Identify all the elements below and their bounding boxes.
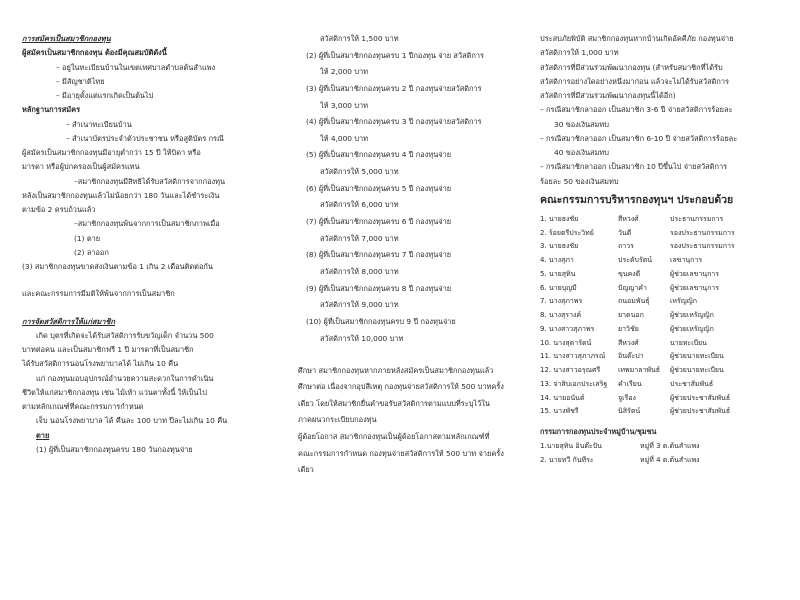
column-left xyxy=(22,34,284,459)
column-middle xyxy=(298,34,526,482)
member-surname: ถนอมพันธุ์ xyxy=(618,297,650,306)
member-role: รองประธานกรรมการ xyxy=(670,242,735,251)
text-line: – กรณีสมาชิกลาออก เป็นสมาชิก 10 ปีขึ้นไป จ่ายสวัสดิการ xyxy=(540,162,728,172)
committee-table xyxy=(540,215,784,421)
text-line: การสมัครเป็นสมาชิกกองทุน xyxy=(22,34,111,43)
member-name: 9. นางสาวสุภาพร xyxy=(540,324,595,333)
committee-member-row xyxy=(540,256,784,270)
text-line: ศึกษา สมาชิกกองทุนหากภายหลังสมัครเป็นสมาชิกกองทุนแล้ว xyxy=(298,365,494,375)
member-role: รองประธานกรรมการ xyxy=(670,228,735,237)
text-line: (2) ผู้ที่เป็นสมาชิกกองทุนครบ 1 ปีกองทุน จ่าย สวัสดิการ xyxy=(306,50,484,60)
text-line: หลักฐานการสมัคร xyxy=(22,105,81,115)
text-line: เดียว xyxy=(298,465,314,475)
text-line: ให้ 4,000 บาท xyxy=(320,133,369,143)
member-role: ผู้ช่วยนายทะเบียน xyxy=(670,352,724,361)
text-line: เดียว โดยให้สมาชิกยื่นคำขอรับสวัสดิการตามแบบที่ระบุไว้ใน xyxy=(298,398,490,408)
text-line: 30 ของเงินสมทบ xyxy=(554,119,609,129)
member-name: 7. นางสุภาพร xyxy=(540,297,583,306)
village-member-row xyxy=(540,456,784,470)
member-role: ผู้ช่วยเหรัญญิก xyxy=(670,324,714,333)
text-line: หลังเป็นสมาชิกกองทุนแล้วไม่น้อยกว่า 180 วันและได้ชำระเงิน xyxy=(22,190,220,200)
text-line: (7) ผู้ที่เป็นสมาชิกกองทุนครบ 6 ปี กองทุนจ่าย xyxy=(306,217,452,227)
text-line: สวัสดิการให้ 10,000 บาท xyxy=(320,333,404,343)
member-surname: วันดี xyxy=(618,228,632,237)
village-committee-table xyxy=(540,442,784,470)
member-role: ผู้ช่วยนายทะเบียน xyxy=(670,366,724,375)
member-role: เหรัญญิก xyxy=(670,297,697,306)
text-line: สวัสดิการให้ 9,000 บาท xyxy=(320,300,399,310)
member-name: 10. นางสุดารัตน์ xyxy=(540,338,592,347)
text-line: – อยู่ในทะเบียนบ้านในเขตเทศบาลตำบลต้นสำแพง xyxy=(56,62,216,72)
member-surname: ยาดนอก xyxy=(618,311,644,320)
text-line: สวัสดิการให้ 1,500 บาท xyxy=(320,34,399,43)
text-line: มารดา หรือผู้ปกครองเป็นผู้สมัครแทน xyxy=(22,162,140,172)
member-name: 13. จ่าสิบเอกประเสริฐ xyxy=(540,379,608,388)
text-line: คณะกรรมการกำหนด กองทุนจ่ายสวัสดิการให้ 500 บาท จ่ายครั้ง xyxy=(298,448,504,458)
disaster-welfare-section xyxy=(540,34,784,186)
member-role: ผู้ช่วยประชาสัมพันธ์ xyxy=(670,407,731,416)
text-line: ผู้สมัครเป็นสมาชิกกองทุน ต้องมีคุณสมบัติดังนี้ xyxy=(22,48,167,58)
text-line: แก่ กองทุนมอบอุปกรณ์อำนวยความสะดวกในการดำเนิน xyxy=(36,373,214,383)
committee-member-row xyxy=(540,380,784,394)
text-line: เจ็บ นอนโรงพยาบาล ได้ คืนละ 100 บาท ปีละไม่เกิน 10 คืน xyxy=(36,416,228,426)
committee-member-row xyxy=(540,297,784,311)
text-line: ได้รับสวัสดิการนอนโรงพยาบาลได้ ไม่เกิน 10 คืน xyxy=(22,359,179,369)
member-name: 12. นางสาวอรุณศรี xyxy=(540,366,601,375)
member-role: นายทะเบียน xyxy=(670,338,707,347)
text-line: – มีสัญชาติไทย xyxy=(56,76,105,86)
text-line: (1) ตาย xyxy=(74,233,101,243)
text-line: สวัสดิการอย่างใดอย่างหนึ่งมาก่อน แล้วจะไม่ได้รับสวัสดิการ xyxy=(540,76,729,86)
village-member-detail: หมู่ที่ 3 ต.ต้นสำแพง xyxy=(640,442,700,451)
village-member-detail: หมู่ที่ 4 ต.ต้นสำแพง xyxy=(640,455,700,464)
member-name: 14. นายอนันต์ xyxy=(540,393,585,402)
text-line: และคณะกรรมการมีมติให้พ้นจากการเป็นสมาชิก xyxy=(22,289,175,299)
member-surname: นิสิรัตน์ xyxy=(618,407,641,416)
committee-member-row xyxy=(540,229,784,243)
member-name: 4. นางสุภา xyxy=(540,256,574,265)
village-member-row xyxy=(540,442,784,456)
text-line: ภาคผนวกระเบียบกองทุน xyxy=(298,415,377,425)
text-line: สวัสดิการให้ 7,000 บาท xyxy=(320,233,399,243)
member-name: 3. นายธงชัย xyxy=(540,242,579,251)
text-line: เกิด บุตรที่เกิดจะได้รับสวัสดิการรับขวัญเด็ก จำนวน 500 xyxy=(36,330,214,340)
village-member-name: 2. นายทวี กันทีระ xyxy=(540,455,594,464)
member-surname: เทพมาลาพันธ์ xyxy=(618,366,661,375)
text-line: (8) ผู้ที่เป็นสมาชิกกองทุนครบ 7 ปี กองทุนจ่าย xyxy=(306,250,452,260)
text-line: ตามข้อ 2 ครบถ้วนแล้ว xyxy=(22,205,96,214)
committee-member-row xyxy=(540,270,784,284)
text-line: (9) ผู้ที่เป็นสมาชิกกองทุนครบ 8 ปี กองทุนจ่าย xyxy=(306,283,452,293)
text-line: สวัสดิการให้ 1,000 บาท xyxy=(540,48,619,58)
member-name: 5. นายสุทิน xyxy=(540,269,576,278)
text-line: (3) สมาชิกกองทุนขาดส่งเงินตามข้อ 1 เกิน 2 เดือนติดต่อกัน xyxy=(22,262,213,271)
committee-title: คณะกรรมการบริหารกองทุนฯ ประกอบด้วย xyxy=(540,193,734,206)
text-line: – กรณีสมาชิกลาออก เป็นสมาชิก 6-10 ปี จ่ายสวัสดิการร้อยละ xyxy=(540,133,738,143)
text-line: – กรณีสมาชิกลาออก เป็นสมาชิก 3-6 ปี จ่ายสวัสดิการร้อยละ xyxy=(540,105,733,115)
member-name: 1. นายธงชัย xyxy=(540,214,579,223)
text-line: (10) ผู้ที่เป็นสมาชิกกองทุนครบ 9 ปี กองทุนจ่าย xyxy=(306,316,456,326)
member-surname: ปัญญาคำ xyxy=(618,283,647,292)
text-line: – สำเนาทะเบียนบ้าน xyxy=(66,119,132,129)
text-line: สวัสดิการที่มีส่วนร่วมพัฒนากองทุน (สำหรับสมาชิกที่ได้รับ xyxy=(540,62,723,72)
member-surname: ถาวร xyxy=(618,242,634,251)
text-line: – มีอายุตั้งแต่แรกเกิดเป็นต้นไป xyxy=(56,91,154,100)
member-surname: คำเรียน xyxy=(618,379,642,388)
text-line: (1) ผู้ที่เป็นสมาชิกกองทุนครบ 180 วันกองทุนจ่าย xyxy=(36,444,193,454)
committee-member-row xyxy=(540,325,784,339)
text-line: ชีวิตให้แก่สมาชิกกองทุน เช่น ไม้เท้า แว่นตาทั้งนี้ ให้เป็นไป xyxy=(22,387,207,397)
text-line: – สำเนาบัตรประจำตัวประชาชน หรือสูติบัตร กรณี xyxy=(66,133,224,143)
text-line: ตาย xyxy=(36,430,50,440)
member-surname: ยาวิชัย xyxy=(618,324,639,333)
text-line: 40 ของเงินสมทบ xyxy=(554,148,609,157)
spacer xyxy=(22,276,284,284)
text-line: การจัดสวัสดิการให้แก่สมาชิก xyxy=(22,316,116,326)
member-surname: สีหวงศ์ xyxy=(618,338,639,347)
text-line: ตามหลักเกณฑ์ที่คณะกรรมการกำหนด xyxy=(22,402,144,411)
text-line: ผู้ด้อยโอกาส สมาชิกกองทุนเป็นผู้ด้อยโอกาสตามหลักเกณฑ์ที่ xyxy=(298,432,490,442)
member-name: 11. นางสาวสุภาภรณ์ xyxy=(540,352,606,361)
committee-member-row xyxy=(540,339,784,353)
text-line: บาทต่อคน และเป็นสมาชิกฟรี 1 ปี มารดาที่เป็นสมาชิก xyxy=(22,345,194,354)
column-right xyxy=(540,34,784,470)
text-line: –สมาชิกกองทุนพ้นจากการเป็นสมาชิกภาพเมื่อ xyxy=(74,219,220,229)
member-surname: จูเรือง xyxy=(618,393,636,402)
text-line: ให้ 2,000 บาท xyxy=(320,67,369,77)
text-line: (4) ผู้ที่เป็นสมาชิกกองทุนครบ 3 ปี กองทุนจ่ายสวัสดิการ xyxy=(306,117,482,127)
committee-member-row xyxy=(540,394,784,408)
member-role: ประชาสัมพันธ์ xyxy=(670,379,714,388)
text-line: –สมาชิกกองทุนมีสิทธิได้รับสวัสดิการจากกองทุน xyxy=(74,176,226,186)
text-line: ร้อยละ 50 ของเงินสมทบ xyxy=(540,176,619,186)
committee-member-row xyxy=(540,311,784,325)
member-role: ผู้ช่วยเหรัญญิก xyxy=(670,311,714,320)
member-surname: อินต๊ะปา xyxy=(618,352,644,361)
spacer xyxy=(22,304,284,312)
text-line: ประสบภัยพิบัติ สมาชิกกองทุนหากบ้านเกิดอัคคีภัย กองทุนจ่าย xyxy=(540,34,734,43)
committee-member-row xyxy=(540,352,784,366)
member-name: 2. ร้อยตรีประวิทย์ xyxy=(540,228,594,237)
member-surname: ขุนคงดี xyxy=(618,269,641,278)
text-line: (6) ผู้ที่เป็นสมาชิกกองทุนครบ 5 ปี กองทุนจ่าย xyxy=(306,183,452,193)
committee-member-row xyxy=(540,366,784,380)
member-name: 8. นางสุรางค์ xyxy=(540,311,582,320)
text-line: สวัสดิการให้ 5,000 บาท xyxy=(320,167,399,177)
member-name: 15. นางพัชรี xyxy=(540,407,579,416)
committee-member-row xyxy=(540,242,784,256)
committee-member-row xyxy=(540,215,784,229)
member-role: ผู้ช่วยเลขานุการ xyxy=(670,269,719,278)
text-line: (2) ลาออก xyxy=(74,247,109,257)
text-line: (5) ผู้ที่เป็นสมาชิกกองทุนครบ 4 ปี กองทุนจ่าย xyxy=(306,150,452,160)
text-line: ผู้สมัครเป็นสมาชิกกองทุนมีอายุต่ำกว่า 15 ปี ให้บิดา หรือ xyxy=(22,148,201,157)
member-role: ผู้ช่วยประชาสัมพันธ์ xyxy=(670,393,731,402)
text-line: ให้ 3,000 บาท xyxy=(320,100,369,110)
committee-member-row xyxy=(540,284,784,298)
member-name: 6. นายบุญมี xyxy=(540,283,577,292)
village-committee-title: กรรมการกองทุนประจำหมู่บ้าน/ชุมชน xyxy=(540,427,657,437)
text-line: สวัสดิการให้ 8,000 บาท xyxy=(320,266,399,276)
text-line: ศึกษาต่อ เนื่องจากอุปสีเหตุ กองทุนจ่ายสวัสดิการให้ 500 บาทครั้ง xyxy=(298,382,504,392)
member-surname: สีหวงศ์ xyxy=(618,214,639,223)
member-surname: ประดับรัตน์ xyxy=(618,256,653,265)
text-line: สวัสดิการที่มีส่วนร่วมพัฒนากองทุนนี้ได้อีก) xyxy=(540,91,676,100)
member-role: ผู้ช่วยเลขานุการ xyxy=(670,283,719,292)
village-member-name: 1.นายสุทิน อินต๊ะปัน xyxy=(540,442,602,451)
text-line: สวัสดิการให้ 6,000 บาท xyxy=(320,200,399,210)
member-role: เลขานุการ xyxy=(670,256,703,265)
committee-member-row xyxy=(540,407,784,421)
member-role: ประธานกรรมการ xyxy=(670,214,724,223)
spacer xyxy=(298,350,526,358)
text-line: (3) ผู้ที่เป็นสมาชิกกองทุนครบ 2 ปี กองทุนจ่ายสวัสดิการ xyxy=(306,83,482,93)
